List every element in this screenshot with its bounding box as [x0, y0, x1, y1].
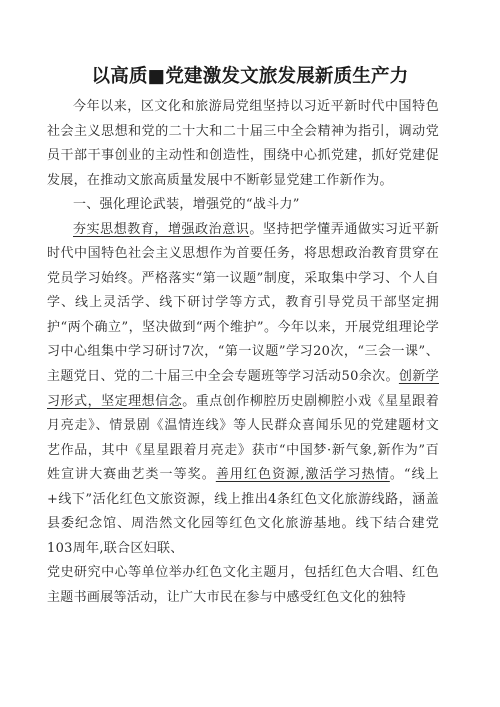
paragraph-continued: 党史研究中心等单位举办红色文化主题月，包括红色大合唱、红色主题书画展等活动，让广大市民在参与中感受红色文化的独特 [47, 565, 439, 605]
document-title: 以高质■党建激发文旅发展新质生产力 [91, 66, 409, 87]
document-body [47, 95, 439, 610]
lead-phrase-1: 夯实思想教育，增强政治意识 [73, 221, 250, 237]
lead-phrase-3: 善用红色资源,激活学习热情 [215, 467, 390, 483]
paragraph-theory [47, 218, 439, 562]
intro-paragraph: 今年以来，区文化和旅游局党组坚持以习近平新时代中国特色社会主义思想和党的二十大和二十届三中全会精神为指引，调动党员干部干事创业的主动性和创造性，围绕中心抓党建，抓好党建促发展，在推动文旅高质量发展中不断彰显党建工作新作为。 [47, 99, 439, 188]
paragraph-text-1: 。坚持把学懂弄通做实习近平新时代中国特色社会主义思想作为首要任务，将思想政治教育贯穿在党员学习始终。严格落实“第一议题”制度，采取集中学习、个人自学、线上灵活学、线下研讨学等方式，教育引导党员干部坚定拥护“两个确立”，坚决做到“两个维护”。今年以来，开展党组理论学习中心组集中学习研讨7次，“第一议题”学习20次，“三会一课”、主题党日、党的二十届三中全会专题班等学习活动50余次。 [47, 221, 440, 385]
paragraph-text-2: 。重点创作柳腔历史剧柳腔小戏《星星跟着月亮走》、情景剧《温情连线》等人民群众喜闻乐见的党建题材文艺作品，其中《星星跟着月亮走》获市“中国梦·新气象,新作为”百姓宣讲大赛曲艺类一等奖。 [47, 393, 439, 483]
lead-phrase-2: 创新学习形式，坚定理想信念 [47, 369, 439, 409]
paragraph-text-3: 。“线上+线下”活化红色文旅资源，线上推出4条红色文化旅游线路，涵盖县委纪念馆、周浩然文化园等红色文化旅游基地。线下结合建党103周年,联合区妇联、 [47, 467, 439, 556]
section-heading: 一、强化理论武装，增强党的“战斗力” [73, 197, 300, 213]
